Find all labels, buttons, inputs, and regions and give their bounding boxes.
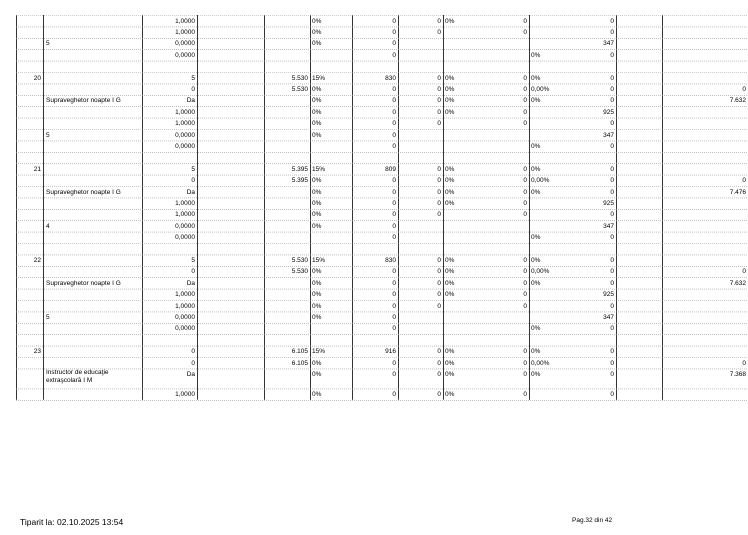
job-title-cell: Instructor de educaţie extraşcolară I M xyxy=(46,368,109,384)
value-cell: 0,0000 xyxy=(175,40,195,48)
value-cell: 0 xyxy=(523,120,527,128)
value-cell: 15% xyxy=(312,348,326,356)
value-cell: 0% xyxy=(531,234,541,242)
value-cell: 0 xyxy=(392,177,396,185)
value-cell: 0 xyxy=(392,268,396,276)
job-title-cell: 5 xyxy=(46,313,50,321)
row-number-cell: 22 xyxy=(33,256,41,264)
value-cell: 5 xyxy=(191,256,195,264)
value-cell: 0,0000 xyxy=(175,222,195,230)
value-cell: 0,00% xyxy=(531,359,550,367)
value-cell: 15% xyxy=(312,256,326,264)
value-cell: 0% xyxy=(531,188,541,196)
value-cell: 0% xyxy=(531,51,541,59)
value-cell: 0 xyxy=(392,85,396,93)
value-cell: 0 xyxy=(392,279,396,287)
value-cell: 0 xyxy=(523,348,527,356)
value-cell: 0% xyxy=(312,211,322,219)
value-cell: 0 xyxy=(437,302,441,310)
job-title-cell: 5 xyxy=(46,131,50,139)
value-cell: 0 xyxy=(523,268,527,276)
value-cell: 0 xyxy=(610,325,614,333)
value-cell: 5.530 xyxy=(291,85,308,93)
value-cell: 0 xyxy=(392,370,396,378)
value-cell: 0 xyxy=(742,177,746,185)
value-cell: 0% xyxy=(531,97,541,105)
value-cell: 0 xyxy=(437,97,441,105)
job-title-cell: Supraveghetor noapte I G xyxy=(46,279,121,287)
value-cell: 1,0000 xyxy=(175,302,195,310)
value-cell: 0% xyxy=(312,370,322,378)
value-cell: 0,0000 xyxy=(175,313,195,321)
value-cell: 0% xyxy=(531,348,541,356)
job-title-cell: 4 xyxy=(46,222,50,230)
value-cell: 0 xyxy=(523,291,527,299)
value-cell: 0 xyxy=(392,359,396,367)
value-cell: 0 xyxy=(523,256,527,264)
page-number: Pag.32 din 42 xyxy=(572,517,613,524)
value-cell: 0 xyxy=(437,359,441,367)
value-cell: 0 xyxy=(437,165,441,173)
value-cell: 0 xyxy=(392,40,396,48)
value-cell: 0% xyxy=(531,370,541,378)
value-cell: 7.632 xyxy=(729,97,746,105)
value-cell: 0 xyxy=(392,234,396,242)
value-cell: 15% xyxy=(312,74,326,82)
value-cell: 0 xyxy=(610,142,614,150)
value-cell: 0% xyxy=(531,325,541,333)
value-cell: 347 xyxy=(603,131,614,139)
value-cell: 0 xyxy=(392,313,396,321)
value-cell: Da xyxy=(186,97,195,105)
value-cell: 0% xyxy=(445,359,455,367)
value-cell: 0 xyxy=(437,120,441,128)
value-cell: 0 xyxy=(392,222,396,230)
value-cell: 0 xyxy=(437,28,441,36)
value-cell: 0% xyxy=(445,177,455,185)
value-cell: 0% xyxy=(445,256,455,264)
value-cell: 0 xyxy=(610,234,614,242)
value-cell: 0 xyxy=(742,268,746,276)
value-cell: 1,0000 xyxy=(175,291,195,299)
value-cell: 0 xyxy=(437,291,441,299)
value-cell: 0% xyxy=(445,279,455,287)
value-cell: 0,0000 xyxy=(175,131,195,139)
value-cell: 0 xyxy=(392,390,396,398)
value-cell: 0 xyxy=(437,177,441,185)
value-cell: 0% xyxy=(312,188,322,196)
value-cell: 0 xyxy=(610,177,614,185)
value-cell: 0 xyxy=(392,211,396,219)
value-cell: 0% xyxy=(445,268,455,276)
value-cell: 1,0000 xyxy=(175,199,195,207)
value-cell: 0 xyxy=(191,348,195,356)
value-cell: 0 xyxy=(191,359,195,367)
value-cell: 0% xyxy=(445,85,455,93)
value-cell: 0 xyxy=(523,188,527,196)
value-cell: 0 xyxy=(523,279,527,287)
value-cell: 6.105 xyxy=(291,359,308,367)
value-cell: 5.530 xyxy=(291,268,308,276)
value-cell: 0 xyxy=(610,28,614,36)
value-cell: 6.105 xyxy=(291,348,308,356)
value-cell: 0% xyxy=(312,291,322,299)
job-title-cell: Supraveghetor noapte I G xyxy=(46,188,121,196)
value-cell: 0% xyxy=(312,302,322,310)
value-cell: Da xyxy=(186,279,195,287)
value-cell: 0,0000 xyxy=(175,142,195,150)
value-cell: 0% xyxy=(445,108,455,116)
value-cell: 0 xyxy=(742,85,746,93)
value-cell: 0 xyxy=(437,74,441,82)
value-cell: 809 xyxy=(385,165,396,173)
row-number-cell: 20 xyxy=(33,74,41,82)
value-cell: 0 xyxy=(742,359,746,367)
value-cell: 0,0000 xyxy=(175,325,195,333)
value-cell: 0% xyxy=(312,120,322,128)
value-cell: 0 xyxy=(523,177,527,185)
row-number-cell: 21 xyxy=(33,165,41,173)
value-cell: 0% xyxy=(312,279,322,287)
value-cell: 0% xyxy=(531,279,541,287)
value-cell: 1,0000 xyxy=(175,390,195,398)
value-cell: 0% xyxy=(312,40,322,48)
value-cell: 0 xyxy=(437,108,441,116)
value-cell: 0% xyxy=(445,348,455,356)
value-cell: 0 xyxy=(610,256,614,264)
value-cell: 0 xyxy=(610,17,614,25)
value-cell: 0 xyxy=(392,199,396,207)
value-cell: 0,00% xyxy=(531,177,550,185)
value-cell: 5 xyxy=(191,165,195,173)
value-cell: 0% xyxy=(312,199,322,207)
value-cell: 0 xyxy=(610,97,614,105)
value-cell: 0,0000 xyxy=(175,234,195,242)
value-cell: 347 xyxy=(603,222,614,230)
value-cell: 0% xyxy=(445,291,455,299)
value-cell: 0% xyxy=(531,74,541,82)
value-cell: 0 xyxy=(437,370,441,378)
value-cell: 0 xyxy=(392,120,396,128)
value-cell: 0% xyxy=(445,97,455,105)
value-cell: 830 xyxy=(385,74,396,82)
value-cell: 15% xyxy=(312,165,326,173)
value-cell: 1,0000 xyxy=(175,211,195,219)
value-cell: 5.395 xyxy=(291,165,308,173)
value-cell: 0% xyxy=(445,390,455,398)
value-cell: 0 xyxy=(523,199,527,207)
value-cell: 0 xyxy=(523,390,527,398)
value-cell: 0 xyxy=(437,188,441,196)
value-cell: 0,0000 xyxy=(175,51,195,59)
value-cell: 0 xyxy=(523,85,527,93)
value-cell: 0 xyxy=(523,97,527,105)
value-cell: 0 xyxy=(523,28,527,36)
value-cell: Da xyxy=(186,370,195,378)
value-cell: 0 xyxy=(437,348,441,356)
value-cell: 0 xyxy=(610,74,614,82)
value-cell: 1,0000 xyxy=(175,108,195,116)
value-cell: 0% xyxy=(312,268,322,276)
value-cell: 0% xyxy=(312,85,322,93)
value-cell: 0 xyxy=(610,165,614,173)
value-cell: 0 xyxy=(523,359,527,367)
value-cell: 0 xyxy=(437,390,441,398)
value-cell: 916 xyxy=(385,348,396,356)
value-cell: 0% xyxy=(445,17,455,25)
value-cell: 0% xyxy=(531,142,541,150)
value-cell: 0 xyxy=(437,279,441,287)
job-title-cell: 5 xyxy=(46,40,50,48)
value-cell: 0% xyxy=(312,222,322,230)
value-cell: 0 xyxy=(392,17,396,25)
value-cell: 1,0000 xyxy=(175,17,195,25)
value-cell: 0% xyxy=(312,177,322,185)
value-cell: 7.476 xyxy=(729,188,746,196)
value-cell: Da xyxy=(186,188,195,196)
value-cell: 347 xyxy=(603,40,614,48)
value-cell: 0 xyxy=(610,211,614,219)
value-cell: 0% xyxy=(531,256,541,264)
value-cell: 7.632 xyxy=(729,279,746,287)
value-cell: 830 xyxy=(385,256,396,264)
value-cell: 0 xyxy=(392,131,396,139)
value-cell: 0% xyxy=(445,188,455,196)
value-cell: 925 xyxy=(603,108,614,116)
value-cell: 5.530 xyxy=(291,256,308,264)
value-cell: 0 xyxy=(610,188,614,196)
value-cell: 0 xyxy=(392,28,396,36)
value-cell: 0 xyxy=(392,291,396,299)
value-cell: 5.395 xyxy=(291,177,308,185)
value-cell: 0% xyxy=(312,17,322,25)
value-cell: 0% xyxy=(445,199,455,207)
value-cell: 0 xyxy=(392,302,396,310)
value-cell: 0% xyxy=(312,108,322,116)
value-cell: 925 xyxy=(603,199,614,207)
value-cell: 0% xyxy=(312,359,322,367)
value-cell: 0 xyxy=(523,17,527,25)
value-cell: 0% xyxy=(312,390,322,398)
value-cell: 0 xyxy=(437,199,441,207)
value-cell: 0 xyxy=(523,108,527,116)
value-cell: 0 xyxy=(610,279,614,287)
value-cell: 0 xyxy=(437,17,441,25)
value-cell: 0 xyxy=(191,85,195,93)
value-cell: 0% xyxy=(445,370,455,378)
value-cell: 0% xyxy=(312,28,322,36)
value-cell: 0 xyxy=(437,256,441,264)
value-cell: 0% xyxy=(445,74,455,82)
value-cell: 0 xyxy=(610,120,614,128)
value-cell: 0 xyxy=(392,51,396,59)
value-cell: 0% xyxy=(312,313,322,321)
value-cell: 0 xyxy=(523,211,527,219)
value-cell: 0 xyxy=(523,165,527,173)
value-cell: 0 xyxy=(523,74,527,82)
value-cell: 0 xyxy=(610,359,614,367)
value-cell: 0 xyxy=(523,370,527,378)
value-cell: 0 xyxy=(437,85,441,93)
value-cell: 7.368 xyxy=(729,370,746,378)
value-cell: 0 xyxy=(392,325,396,333)
value-cell: 0% xyxy=(445,165,455,173)
value-cell: 0 xyxy=(191,268,195,276)
value-cell: 0 xyxy=(610,268,614,276)
value-cell: 0 xyxy=(392,97,396,105)
value-cell: 5 xyxy=(191,74,195,82)
value-cell: 0 xyxy=(610,302,614,310)
print-timestamp: Tiparit la: 02.10.2025 13:54 xyxy=(20,517,124,527)
value-cell: 0 xyxy=(610,348,614,356)
value-cell: 0% xyxy=(531,165,541,173)
job-title-cell: Supraveghetor noapte I G xyxy=(46,97,121,105)
value-cell: 1,0000 xyxy=(175,120,195,128)
value-cell: 0 xyxy=(437,268,441,276)
value-cell: 0 xyxy=(610,370,614,378)
value-cell: 1,0000 xyxy=(175,28,195,36)
value-cell: 347 xyxy=(603,313,614,321)
value-cell: 0,00% xyxy=(531,85,550,93)
value-cell: 0 xyxy=(392,188,396,196)
value-cell: 0% xyxy=(312,97,322,105)
value-cell: 0,00% xyxy=(531,268,550,276)
value-cell: 0 xyxy=(610,85,614,93)
value-cell: 0% xyxy=(312,131,322,139)
value-cell: 0 xyxy=(392,142,396,150)
value-cell: 0 xyxy=(437,211,441,219)
row-number-cell: 23 xyxy=(33,348,41,356)
value-cell: 0 xyxy=(610,390,614,398)
value-cell: 0 xyxy=(392,108,396,116)
value-cell: 0 xyxy=(191,177,195,185)
value-cell: 0 xyxy=(523,302,527,310)
value-cell: 5.530 xyxy=(291,74,308,82)
value-cell: 0 xyxy=(610,51,614,59)
value-cell: 925 xyxy=(603,291,614,299)
